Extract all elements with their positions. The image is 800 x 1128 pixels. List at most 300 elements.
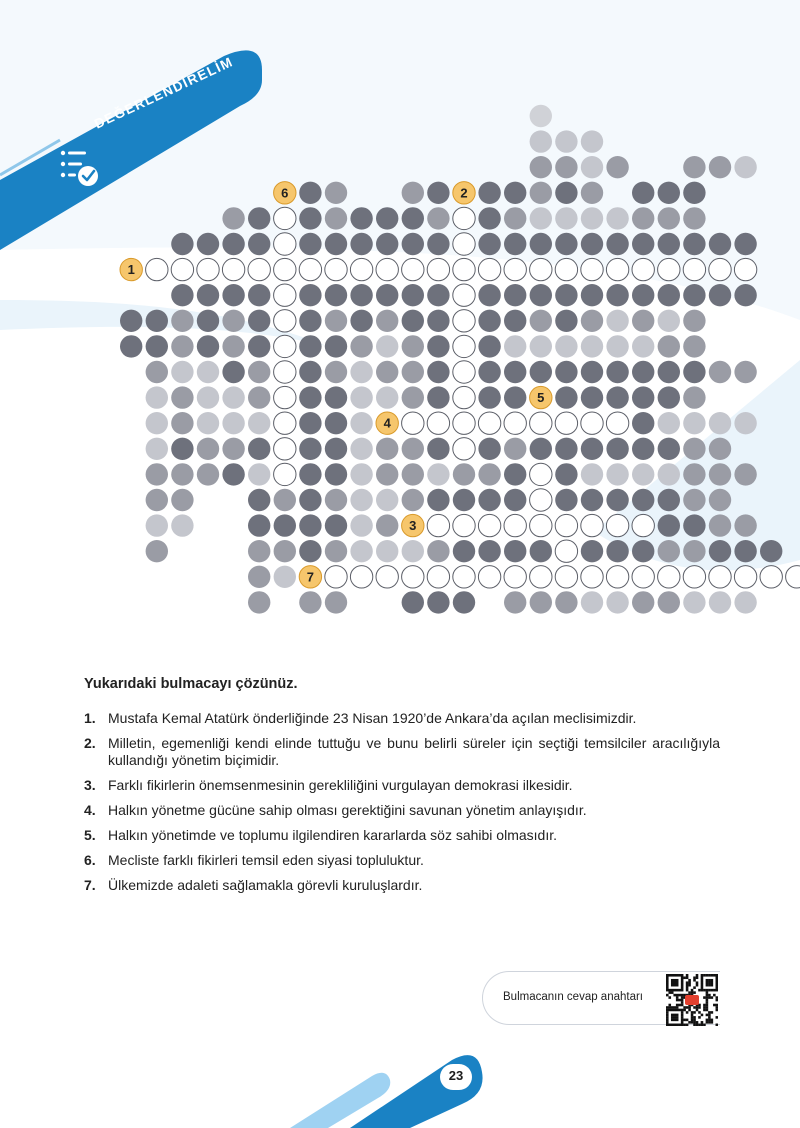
answer-cell[interactable] [632, 514, 654, 536]
decorative-dot [402, 591, 424, 613]
decorative-dot [734, 412, 756, 434]
decorative-dot [350, 310, 372, 332]
decorative-dot [222, 386, 244, 408]
decorative-dot [581, 361, 603, 383]
answer-cell[interactable] [504, 412, 526, 434]
clue-item [84, 827, 720, 844]
decorative-dot [248, 489, 270, 511]
clue-text: Mustafa Kemal Atatürk önderliğinde 23 Nisan 1920’de Ankara’da açılan meclisimizdir. [108, 710, 637, 726]
decorative-dot [530, 591, 552, 613]
decorative-dot [376, 463, 398, 485]
decorative-dot [325, 438, 347, 460]
decorative-dot [606, 156, 628, 178]
decorative-dot [632, 463, 654, 485]
answer-cell[interactable] [248, 258, 270, 280]
decorative-dot [453, 463, 475, 485]
decorative-dot [171, 386, 193, 408]
answer-cell[interactable] [274, 438, 296, 460]
decorative-dot [171, 514, 193, 536]
decorative-dot [350, 412, 372, 434]
answer-cell[interactable] [734, 566, 756, 588]
decorative-dot [299, 182, 321, 204]
decorative-dot [248, 463, 270, 485]
decorative-dot [478, 361, 500, 383]
decorative-dot [274, 566, 296, 588]
decorative-dot [376, 335, 398, 357]
answer-cell[interactable] [606, 566, 628, 588]
answer-cell[interactable] [222, 258, 244, 280]
answer-cell[interactable] [581, 514, 603, 536]
answer-cell[interactable] [606, 412, 628, 434]
answer-cell[interactable] [683, 566, 705, 588]
qr-code-icon[interactable] [666, 974, 718, 1026]
decorative-dot [427, 463, 449, 485]
clue-number-label: 3 [409, 518, 417, 534]
answer-cell[interactable] [453, 386, 475, 408]
decorative-dot [555, 182, 577, 204]
decorative-dot [248, 591, 270, 613]
answer-cell[interactable] [274, 233, 296, 255]
page-number: 23 [448, 1068, 464, 1083]
answer-cell[interactable] [453, 514, 475, 536]
decorative-dot [248, 310, 270, 332]
decorative-dot [504, 438, 526, 460]
decorative-dot [350, 233, 372, 255]
answer-cell[interactable] [709, 258, 731, 280]
clue-item [84, 852, 720, 869]
decorative-dot [402, 207, 424, 229]
decorative-dot [709, 233, 731, 255]
decorative-dot [120, 335, 142, 357]
decorative-dot [632, 386, 654, 408]
decorative-dot [478, 438, 500, 460]
answer-cell[interactable] [606, 258, 628, 280]
decorative-dot [120, 310, 142, 332]
decorative-dot [402, 310, 424, 332]
answer-cell[interactable] [632, 566, 654, 588]
answer-cell[interactable] [453, 335, 475, 357]
answer-cell[interactable] [453, 566, 475, 588]
decorative-dot [402, 540, 424, 562]
decorative-dot [350, 361, 372, 383]
decorative-dot [658, 207, 680, 229]
answer-cell[interactable] [555, 514, 577, 536]
decorative-dot [606, 207, 628, 229]
answer-cell[interactable] [453, 258, 475, 280]
answer-cell[interactable] [453, 310, 475, 332]
decorative-dot [478, 207, 500, 229]
answer-cell[interactable] [478, 412, 500, 434]
decorative-dot [530, 284, 552, 306]
decorative-dot [530, 156, 552, 178]
decorative-dot [581, 207, 603, 229]
decorative-dot [683, 233, 705, 255]
decorative-dot [581, 438, 603, 460]
answer-cell[interactable] [530, 514, 552, 536]
decorative-dot [376, 386, 398, 408]
answer-cell[interactable] [274, 310, 296, 332]
decorative-dot [478, 386, 500, 408]
answer-cell[interactable] [658, 258, 680, 280]
answer-cell[interactable] [555, 540, 577, 562]
decorative-dot [683, 540, 705, 562]
decorative-dot [248, 361, 270, 383]
answer-cell[interactable] [299, 258, 321, 280]
decorative-dot [683, 591, 705, 613]
decorative-dot [632, 284, 654, 306]
decorative-dot [683, 335, 705, 357]
instructions-title: Yukarıdaki bulmacayı çözünüz. [84, 676, 298, 692]
decorative-dot [299, 438, 321, 460]
decorative-dot [427, 310, 449, 332]
decorative-dot [325, 591, 347, 613]
decorative-dot [632, 540, 654, 562]
decorative-dot [248, 386, 270, 408]
decorative-dot [248, 412, 270, 434]
answer-cell[interactable] [478, 258, 500, 280]
decorative-dot [427, 386, 449, 408]
answer-cell[interactable] [274, 361, 296, 383]
decorative-dot [248, 284, 270, 306]
answer-cell[interactable] [581, 412, 603, 434]
decorative-dot [478, 335, 500, 357]
decorative-dot [299, 207, 321, 229]
decorative-dot [606, 591, 628, 613]
decorative-dot [555, 361, 577, 383]
clue-text: Ülkemizde adaleti sağlamakla görevli kuruluşlardır. [108, 877, 423, 893]
decorative-dot [171, 412, 193, 434]
clue-number: 1. [84, 710, 96, 726]
answer-cell[interactable] [350, 258, 372, 280]
decorative-dot [581, 130, 603, 152]
decorative-dot [325, 310, 347, 332]
decorative-dot [299, 284, 321, 306]
answer-cell[interactable] [530, 489, 552, 511]
clue-number: 4. [84, 802, 96, 818]
decorative-dot [350, 207, 372, 229]
decorative-dot [709, 463, 731, 485]
decorative-dot [709, 489, 731, 511]
decorative-dot [299, 233, 321, 255]
answer-cell[interactable] [402, 412, 424, 434]
answer-cell[interactable] [504, 258, 526, 280]
decorative-dot [453, 540, 475, 562]
clue-text: Mecliste farklı fikirleri temsil eden siyasi topluluktur. [108, 852, 424, 868]
decorative-dot [632, 310, 654, 332]
answer-cell[interactable] [555, 566, 577, 588]
decorative-dot [734, 540, 756, 562]
decorative-dot [478, 284, 500, 306]
decorative-dot [581, 284, 603, 306]
answer-cell[interactable] [478, 514, 500, 536]
decorative-dot [197, 412, 219, 434]
decorative-dot [171, 463, 193, 485]
answer-cell[interactable] [274, 258, 296, 280]
decorative-dot [197, 361, 219, 383]
decorative-dot [325, 514, 347, 536]
decorative-dot [222, 284, 244, 306]
decorative-dot [171, 438, 193, 460]
clue-text: Halkın yönetme gücüne sahip olması gerektiğini savunan yönetim anlayışıdır. [108, 802, 587, 818]
decorative-dot [197, 284, 219, 306]
decorative-dot [376, 361, 398, 383]
answer-cell[interactable] [453, 207, 475, 229]
decorative-dot [530, 207, 552, 229]
decorative-dot [530, 438, 552, 460]
instructions [84, 676, 720, 902]
answer-cell[interactable] [274, 335, 296, 357]
decorative-dot [734, 233, 756, 255]
decorative-dot [632, 182, 654, 204]
decorative-dot [222, 233, 244, 255]
answer-cell[interactable] [453, 361, 475, 383]
decorative-dot [504, 207, 526, 229]
decorative-dot [658, 540, 680, 562]
decorative-dot [402, 182, 424, 204]
answer-cell[interactable] [683, 258, 705, 280]
answer-cell[interactable] [350, 566, 372, 588]
clue-number: 7. [84, 877, 96, 893]
decorative-dot [504, 591, 526, 613]
answer-cell[interactable] [478, 566, 500, 588]
decorative-dot [350, 284, 372, 306]
decorative-dot [683, 438, 705, 460]
answer-cell[interactable] [555, 412, 577, 434]
decorative-dot [478, 540, 500, 562]
clue-list [84, 710, 720, 894]
answer-cell[interactable] [402, 258, 424, 280]
decorative-dot [299, 591, 321, 613]
footer-decoration [0, 1040, 800, 1128]
decorative-dot [504, 335, 526, 357]
decorative-dot [376, 233, 398, 255]
answer-cell[interactable] [709, 566, 731, 588]
decorative-dot [197, 386, 219, 408]
decorative-dot [478, 463, 500, 485]
decorative-dot [530, 182, 552, 204]
decorative-dot [555, 233, 577, 255]
decorative-dot [709, 284, 731, 306]
decorative-dot [709, 591, 731, 613]
answer-cell[interactable] [171, 258, 193, 280]
decorative-dot [222, 361, 244, 383]
decorative-dot [350, 386, 372, 408]
answer-cell[interactable] [402, 566, 424, 588]
answer-cell[interactable] [453, 412, 475, 434]
decorative-dot [504, 284, 526, 306]
decorative-dot [709, 412, 731, 434]
answer-key-label: Bulmacanın cevap anahtarı [503, 991, 644, 1003]
decorative-dot [734, 463, 756, 485]
answer-cell[interactable] [658, 566, 680, 588]
decorative-dot [146, 514, 168, 536]
decorative-dot [222, 412, 244, 434]
decorative-dot [427, 540, 449, 562]
answer-cell[interactable] [581, 566, 603, 588]
answer-cell[interactable] [325, 258, 347, 280]
decorative-dot [606, 361, 628, 383]
decorative-dot [658, 361, 680, 383]
clue-item [84, 877, 720, 894]
answer-cell[interactable] [427, 412, 449, 434]
decorative-dot [504, 233, 526, 255]
decorative-dot [478, 489, 500, 511]
answer-cell[interactable] [427, 258, 449, 280]
decorative-dot [171, 310, 193, 332]
decorative-dot [683, 284, 705, 306]
decorative-dot [632, 361, 654, 383]
answer-cell[interactable] [325, 566, 347, 588]
answer-cell[interactable] [376, 258, 398, 280]
decorative-dot [248, 438, 270, 460]
decorative-dot [299, 463, 321, 485]
decorative-dot [478, 310, 500, 332]
decorative-dot [683, 412, 705, 434]
answer-cell[interactable] [274, 412, 296, 434]
answer-cell[interactable] [530, 258, 552, 280]
answer-cell[interactable] [274, 386, 296, 408]
decorative-dot [658, 386, 680, 408]
decorative-dot [683, 489, 705, 511]
decorative-dot [658, 335, 680, 357]
answer-cell[interactable] [274, 284, 296, 306]
decorative-dot [274, 514, 296, 536]
decorative-dot [146, 438, 168, 460]
answer-cell[interactable] [453, 284, 475, 306]
decorative-dot [504, 361, 526, 383]
answer-cell[interactable] [734, 258, 756, 280]
decorative-dot [658, 233, 680, 255]
decorative-dot [683, 463, 705, 485]
clue-text: Milletin, egemenliği kendi elinde tuttuğu ve bunu belirli süreler için seçtiği temsilciler aracılığıyla kullandığı yönetim biçimidir. [108, 735, 720, 768]
decorative-dot [171, 284, 193, 306]
decorative-dot [606, 233, 628, 255]
decorative-dot [171, 361, 193, 383]
decorative-dot [274, 540, 296, 562]
decorative-dot [427, 207, 449, 229]
decorative-dot [427, 438, 449, 460]
answer-cell[interactable] [530, 412, 552, 434]
decorative-dot [632, 438, 654, 460]
decorative-dot [632, 207, 654, 229]
decorative-dot [658, 489, 680, 511]
decorative-dot [504, 463, 526, 485]
decorative-dot [325, 386, 347, 408]
answer-key-box[interactable] [482, 971, 720, 1025]
decorative-dot [606, 335, 628, 357]
decorative-dot [248, 514, 270, 536]
decorative-dot [478, 233, 500, 255]
decorative-dot [734, 514, 756, 536]
answer-cell[interactable] [530, 463, 552, 485]
decorative-dot [709, 514, 731, 536]
clue-number: 5. [84, 827, 96, 843]
decorative-dot [325, 233, 347, 255]
decorative-dot [427, 233, 449, 255]
decorative-dot [299, 386, 321, 408]
clue-number-label: 4 [383, 415, 391, 431]
decorative-dot [299, 361, 321, 383]
decorative-dot [325, 335, 347, 357]
decorative-dot [581, 463, 603, 485]
answer-cell[interactable] [632, 258, 654, 280]
decorative-dot [478, 182, 500, 204]
decorative-dot [530, 130, 552, 152]
answer-cell[interactable] [606, 514, 628, 536]
decorative-dot [606, 386, 628, 408]
decorative-dot [555, 335, 577, 357]
decorative-dot [683, 156, 705, 178]
answer-cell[interactable] [453, 438, 475, 460]
decorative-dot [581, 335, 603, 357]
answer-cell[interactable] [274, 463, 296, 485]
decorative-dot [376, 514, 398, 536]
decorative-dot [658, 284, 680, 306]
decorative-dot [350, 438, 372, 460]
answer-cell[interactable] [504, 514, 526, 536]
decorative-dot [530, 361, 552, 383]
decorative-dot [427, 591, 449, 613]
decorative-dot [555, 463, 577, 485]
answer-cell[interactable] [274, 207, 296, 229]
decorative-dot [222, 310, 244, 332]
decorative-dot [248, 207, 270, 229]
decorative-dot [376, 438, 398, 460]
decorative-dot [555, 284, 577, 306]
decorative-dot [606, 310, 628, 332]
decorative-dot [325, 182, 347, 204]
answer-cell[interactable] [427, 514, 449, 536]
decorative-dot [146, 412, 168, 434]
decorative-dot [427, 182, 449, 204]
decorative-dot [658, 182, 680, 204]
decorative-dot [555, 386, 577, 408]
answer-cell[interactable] [427, 566, 449, 588]
decorative-dot [171, 335, 193, 357]
clue-item [84, 710, 720, 727]
answer-cell[interactable] [453, 233, 475, 255]
decorative-dot [146, 489, 168, 511]
answer-cell[interactable] [530, 566, 552, 588]
decorative-dot [376, 489, 398, 511]
answer-cell[interactable] [197, 258, 219, 280]
decorative-dot [222, 438, 244, 460]
answer-cell[interactable] [146, 258, 168, 280]
decorative-dot [530, 233, 552, 255]
decorative-dot [453, 489, 475, 511]
decorative-dot [683, 361, 705, 383]
answer-cell[interactable] [376, 566, 398, 588]
answer-cell[interactable] [504, 566, 526, 588]
decorative-dot [248, 566, 270, 588]
decorative-dot [606, 463, 628, 485]
answer-cell[interactable] [786, 566, 800, 588]
decorative-dot [581, 156, 603, 178]
clue-number-label: 7 [306, 569, 315, 585]
decorative-dot [402, 386, 424, 408]
decorative-dot [146, 361, 168, 383]
decorative-dot [222, 463, 244, 485]
answer-cell[interactable] [555, 258, 577, 280]
decorative-dot [632, 412, 654, 434]
answer-cell[interactable] [581, 258, 603, 280]
answer-cell[interactable] [760, 566, 782, 588]
decorative-dot [530, 540, 552, 562]
decorative-dot [402, 489, 424, 511]
decorative-dot [402, 284, 424, 306]
decorative-dot [581, 540, 603, 562]
decorative-dot [350, 540, 372, 562]
